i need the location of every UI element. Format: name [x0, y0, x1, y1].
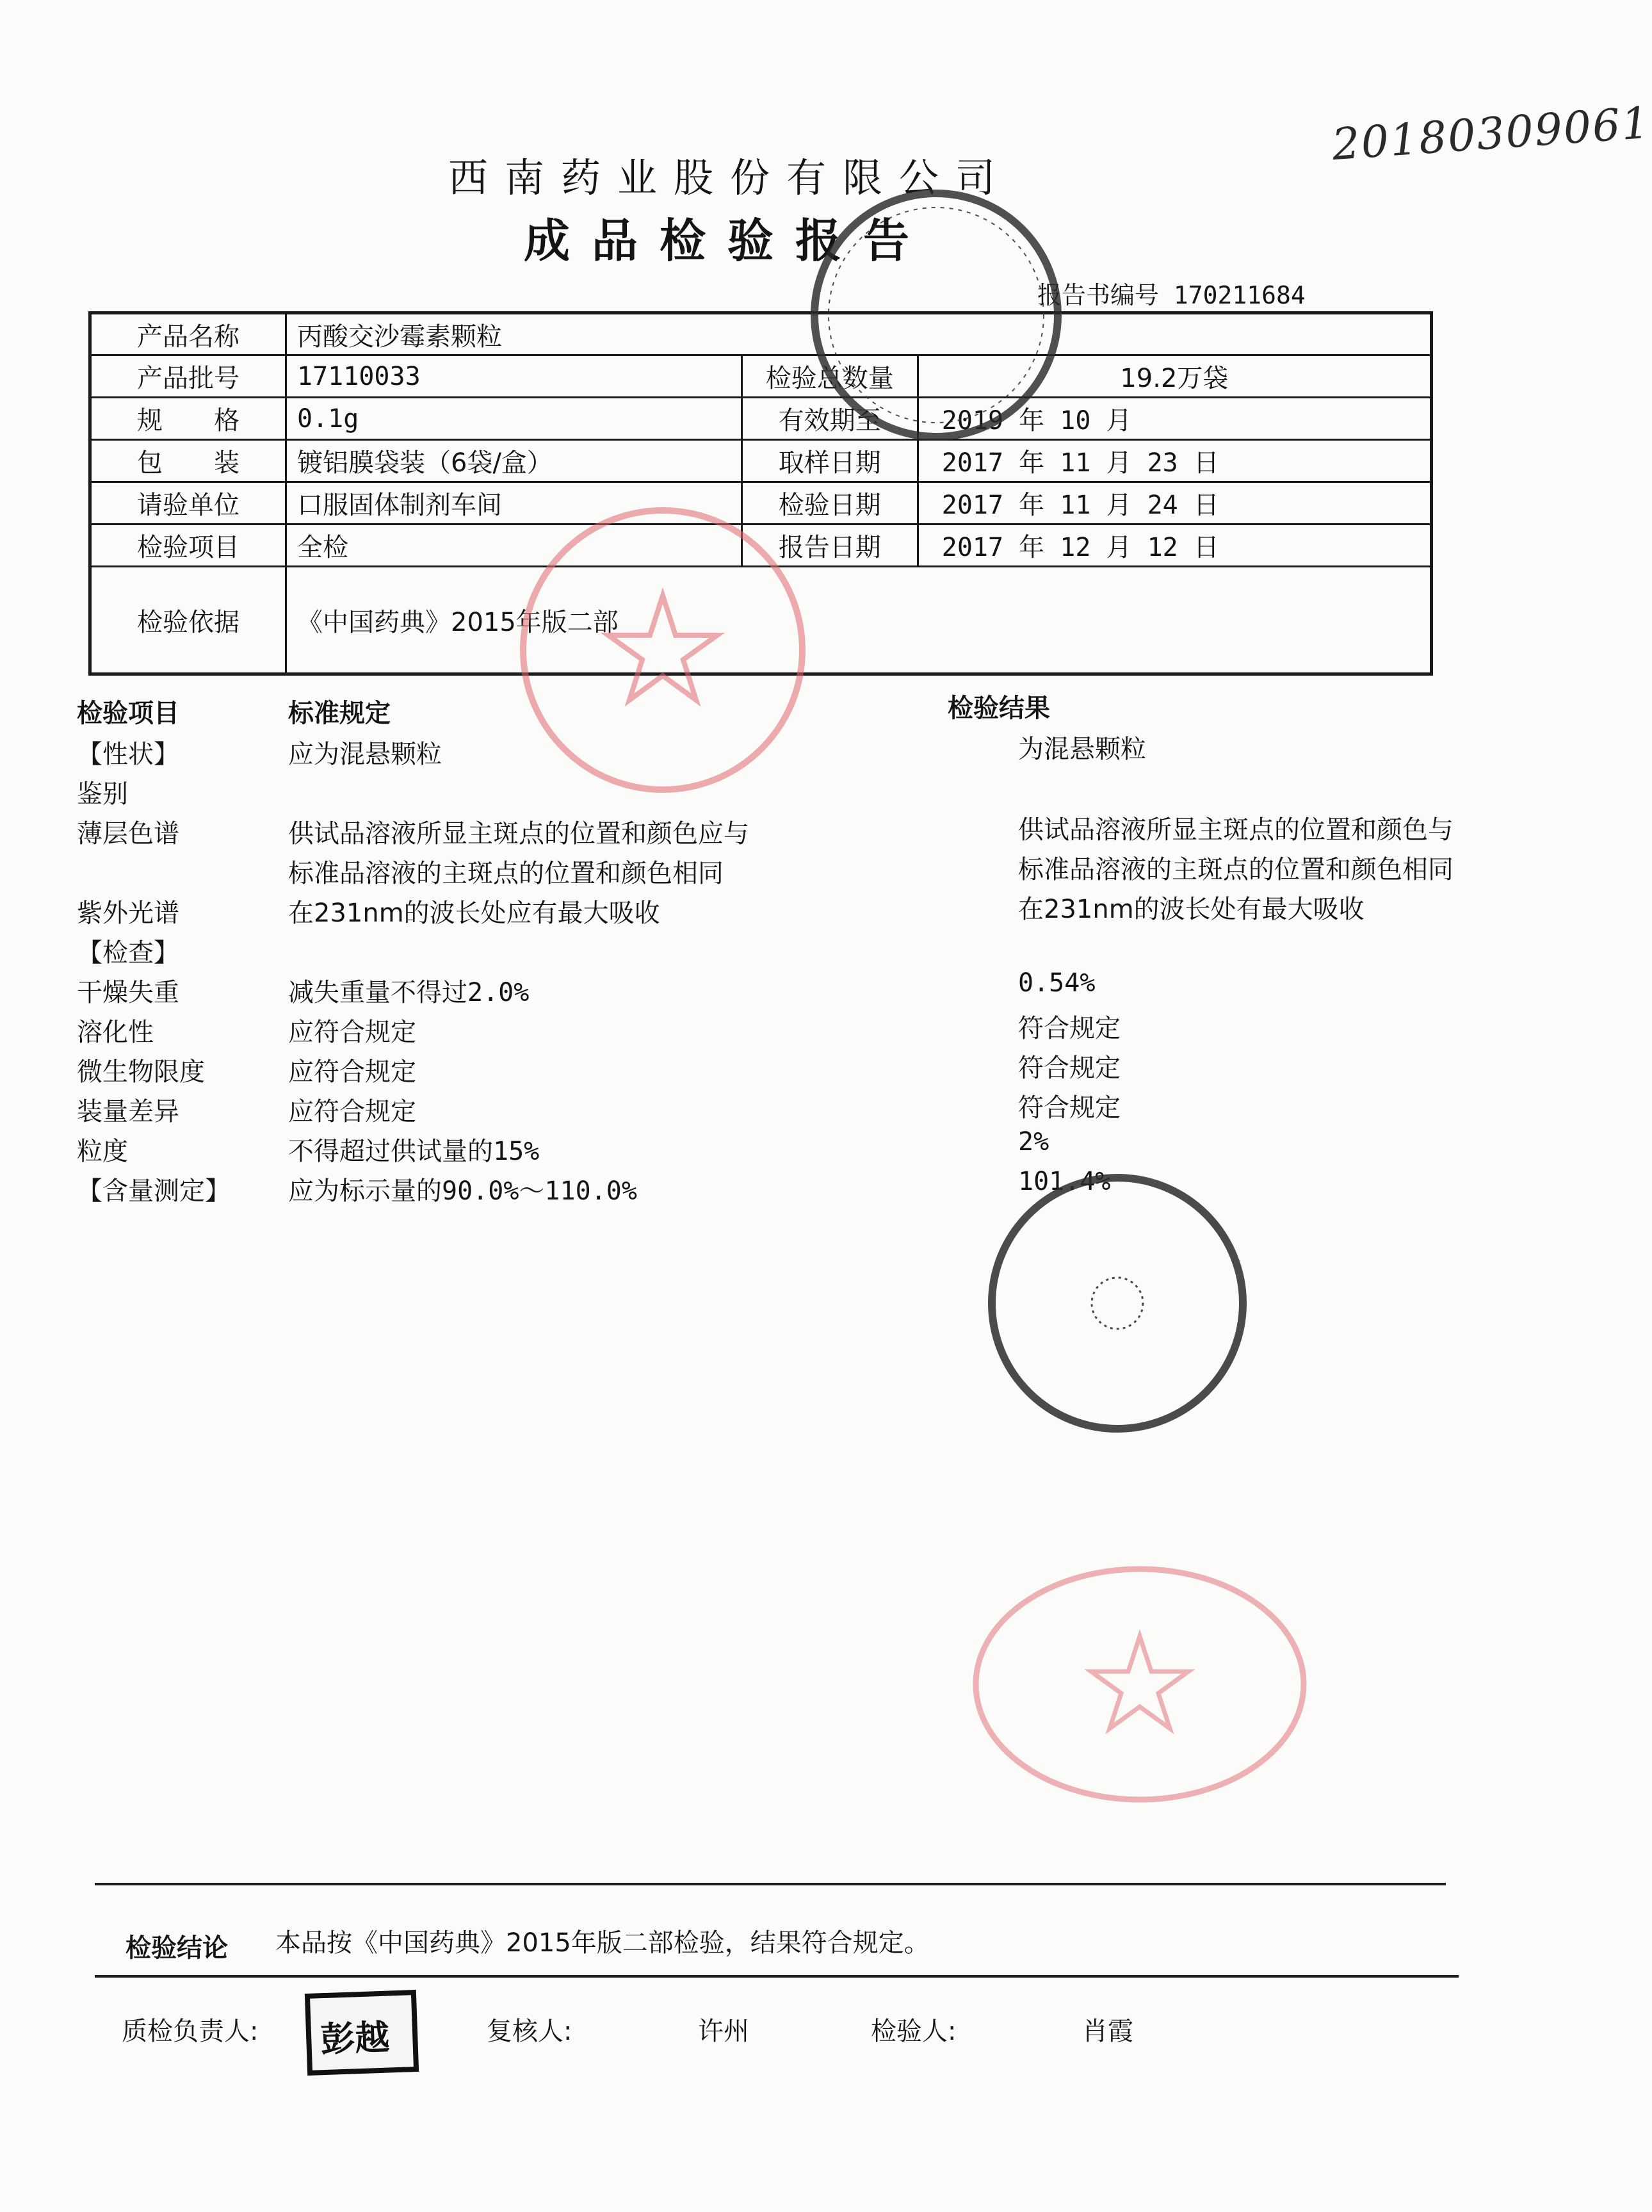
result-row [77, 1091, 1486, 1131]
inspector-label: 检验人: [871, 2017, 957, 2046]
reviewer-name: 许州 [698, 2017, 749, 2046]
result-value: 2% [1018, 1127, 1049, 1157]
result-item: 鉴别 [77, 779, 128, 809]
result-row [77, 813, 1486, 853]
handwritten-id: 20180309061 [1330, 97, 1652, 171]
result-value: 供试品溶液所显主斑点的位置和颜色与 [1018, 815, 1454, 845]
report-date-label: 报告日期 [741, 525, 918, 567]
expiry-value: 2019 年 10 月 [918, 398, 1431, 440]
results-header-result: 检验结果 [948, 694, 1050, 723]
results-header-item: 检验项目 [77, 699, 179, 728]
result-value: 为混悬颗粒 [1018, 735, 1146, 764]
result-item: 薄层色谱 [77, 819, 179, 849]
company-name: 西南药业股份有限公司 [448, 154, 1012, 201]
qc-manager-label: 质检负责人: [122, 2017, 259, 2046]
result-value: 符合规定 [1018, 1053, 1121, 1083]
result-row [77, 1012, 1486, 1052]
result-standard: 在231nm的波长处应有最大吸收 [288, 899, 660, 928]
signature-top-rule [95, 1975, 1459, 1978]
result-item: 干燥失重 [77, 978, 179, 1007]
result-row [77, 853, 1486, 893]
test-date-value: 2017 年 11 月 24 日 [918, 482, 1431, 525]
expiry-label: 有效期至 [741, 398, 918, 440]
result-standard: 不得超过供试量的15% [288, 1137, 540, 1166]
report-date-value: 2017 年 12 月 12 日 [918, 525, 1431, 567]
result-item: 微生物限度 [77, 1057, 205, 1087]
result-standard: 标准品溶液的主斑点的位置和颜色相同 [288, 859, 724, 888]
result-row [77, 932, 1486, 972]
spec-value: 0.1g [286, 398, 742, 440]
result-value: 101.4% [1018, 1167, 1111, 1196]
items-value: 全检 [286, 525, 742, 567]
result-item: 装量差异 [77, 1097, 179, 1126]
table-row [90, 398, 1432, 440]
document-title: 成品检验报告 [524, 214, 932, 268]
basis-value: 《中国药典》2015年版二部 [286, 567, 1432, 674]
red-middle-stamp [512, 500, 813, 801]
result-item: 【含量测定】 [77, 1176, 231, 1206]
requester-label: 请验单位 [90, 482, 286, 525]
batch-label: 产品批号 [90, 355, 286, 398]
conclusion-top-rule [95, 1883, 1446, 1885]
red-lower-stamp [967, 1556, 1313, 1812]
result-standard: 应为标示量的90.0%～110.0% [288, 1176, 637, 1206]
sampling-date-label: 取样日期 [741, 440, 918, 482]
result-standard: 供试品溶液所显主斑点的位置和颜色应与 [288, 819, 749, 849]
package-label: 包 装 [90, 440, 286, 482]
result-row [77, 968, 1486, 1012]
reviewer-label: 复核人: [487, 2017, 572, 2046]
package-value: 镀铝膜袋装（6袋/盒） [286, 440, 742, 482]
batch-value: 17110033 [286, 355, 742, 398]
results-header-standard: 标准规定 [288, 699, 391, 728]
spec-label: 规 格 [90, 398, 286, 440]
quantity-value: 19.2万袋 [918, 355, 1431, 398]
result-item: 紫外光谱 [77, 899, 179, 928]
table-row [90, 313, 1432, 355]
items-label: 检验项目 [90, 525, 286, 567]
result-value: 符合规定 [1018, 1014, 1121, 1043]
report-number: 报告书编号 170211684 [1037, 281, 1306, 309]
top-black-stamp [802, 181, 1071, 450]
result-row [77, 1052, 1486, 1091]
result-row [77, 893, 1486, 932]
result-item: 粒度 [77, 1137, 128, 1166]
inspector-name: 肖霞 [1082, 2017, 1133, 2046]
result-standard: 减失重量不得过2.0% [288, 978, 530, 1007]
result-row [77, 1167, 1486, 1210]
result-value: 标准品溶液的主斑点的位置和颜色相同 [1018, 855, 1454, 884]
result-standard: 应符合规定 [288, 1097, 416, 1126]
qc-signature: 彭越 [320, 2017, 391, 2060]
sampling-date-value: 2017 年 11 月 23 日 [918, 440, 1431, 482]
result-value: 0.54% [1018, 968, 1096, 998]
conclusion-text: 本品按《中国药典》2015年版二部检验，结果符合规定。 [275, 1928, 930, 1958]
product-name-label: 产品名称 [90, 313, 286, 355]
table-row [90, 355, 1432, 398]
qc-signature-seal [305, 1990, 419, 2076]
conclusion-label: 检验结论 [126, 1933, 228, 1963]
result-value: 符合规定 [1018, 1093, 1121, 1123]
requester-value: 口服固体制剂车间 [286, 482, 742, 525]
result-item: 【检查】 [77, 938, 179, 968]
black-lower-stamp [980, 1166, 1255, 1441]
test-date-label: 检验日期 [741, 482, 918, 525]
result-item: 【性状】 [77, 740, 179, 769]
product-name-value: 丙酸交沙霉素颗粒 [286, 313, 1432, 355]
result-standard: 应符合规定 [288, 1018, 416, 1047]
quantity-label: 检验总数量 [741, 355, 918, 398]
result-standard: 应为混悬颗粒 [288, 740, 442, 769]
result-value: 在231nm的波长处有最大吸收 [1018, 895, 1365, 924]
result-standard: 应符合规定 [288, 1057, 416, 1087]
table-row [90, 440, 1432, 482]
result-item: 溶化性 [77, 1018, 154, 1047]
basis-label: 检验依据 [90, 567, 286, 674]
result-row [77, 1127, 1486, 1171]
